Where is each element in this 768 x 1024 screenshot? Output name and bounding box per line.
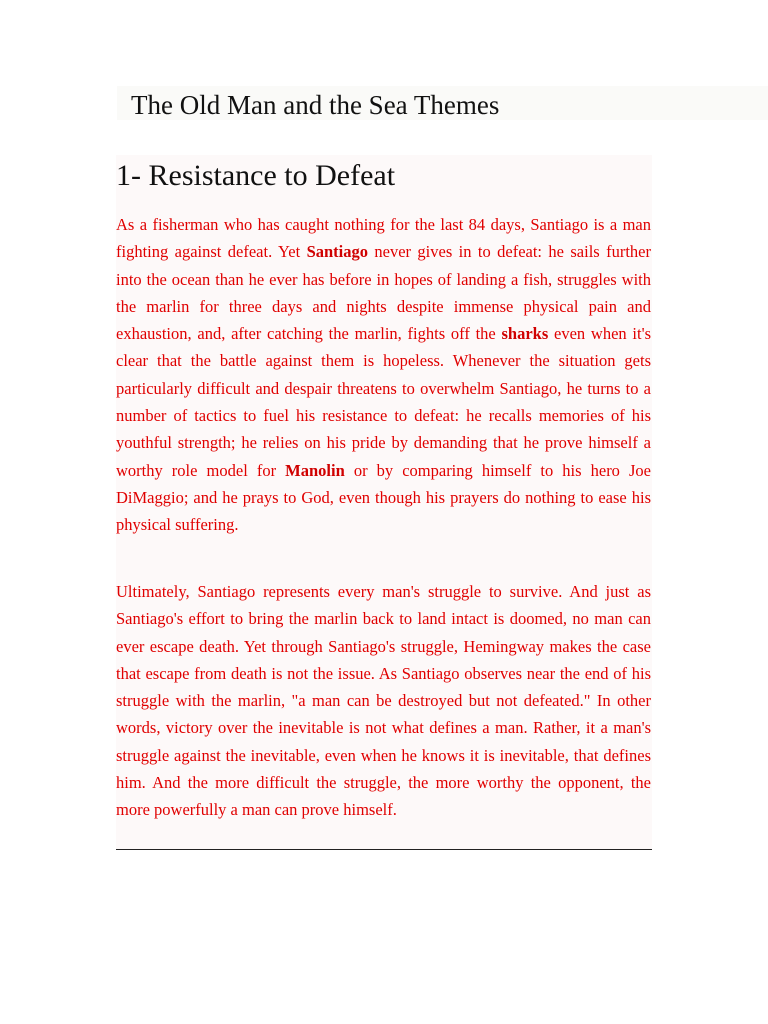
paragraph-resistance-to-defeat — [116, 211, 651, 539]
paragraph-text: As a fisherman who has caught nothing for the last 84 days, Santiago is a man fighting against defeat. Yet — [116, 215, 651, 262]
paragraph-text: even when it's clear that the battle against them is hopeless. Whenever the situation gets particularly difficult and despair threatens to overwhelm Santiago, he turns to a number of tactics to fuel his resistance to defeat: he recalls memories of his youthful strength; he relies on his pride by demanding that he prove himself a worthy role model for — [116, 324, 651, 480]
paragraph-struggle-to-survive: Ultimately, Santiago represents every man's struggle to survive. And just as Santiago's effort to bring the marlin back to land intact is doomed, no man can ever escape death. Yet through Santiago's struggle, Hemingway makes the case that escape from death is not the issue. As Santiago observes near the end of his struggle with the marlin, "a man can be destroyed but not defeated." In other words, victory over the inevitable is not what defines a man. Rather, it a man's struggle against the inevitable, even when he knows it is inevitable, that defines him. And the more difficult the struggle, the more worthy the opponent, the more powerfully a man can prove himself. — [116, 582, 651, 820]
paragraph-text: or by comparing himself to his hero Joe DiMaggio; and he prays to God, even though his prayers do nothing to ease his physical suffering. — [116, 460, 651, 535]
page-title: The Old Man and the Sea Themes — [131, 90, 500, 120]
emphasis-santiago: Santiago — [306, 242, 368, 262]
section-heading: 1- Resistance to Defeat — [116, 159, 396, 192]
paragraph-text: never gives in to defeat: he sails further into the ocean than he ever has before in hopes of landing a fish, struggles with the marlin for three days and nights despite immense physical pain and exhaustion, and, after catching the marlin, fights off the — [116, 242, 651, 344]
emphasis-manolin: Manolin — [285, 460, 345, 480]
section-divider — [116, 849, 652, 850]
emphasis-sharks: sharks — [501, 324, 549, 344]
